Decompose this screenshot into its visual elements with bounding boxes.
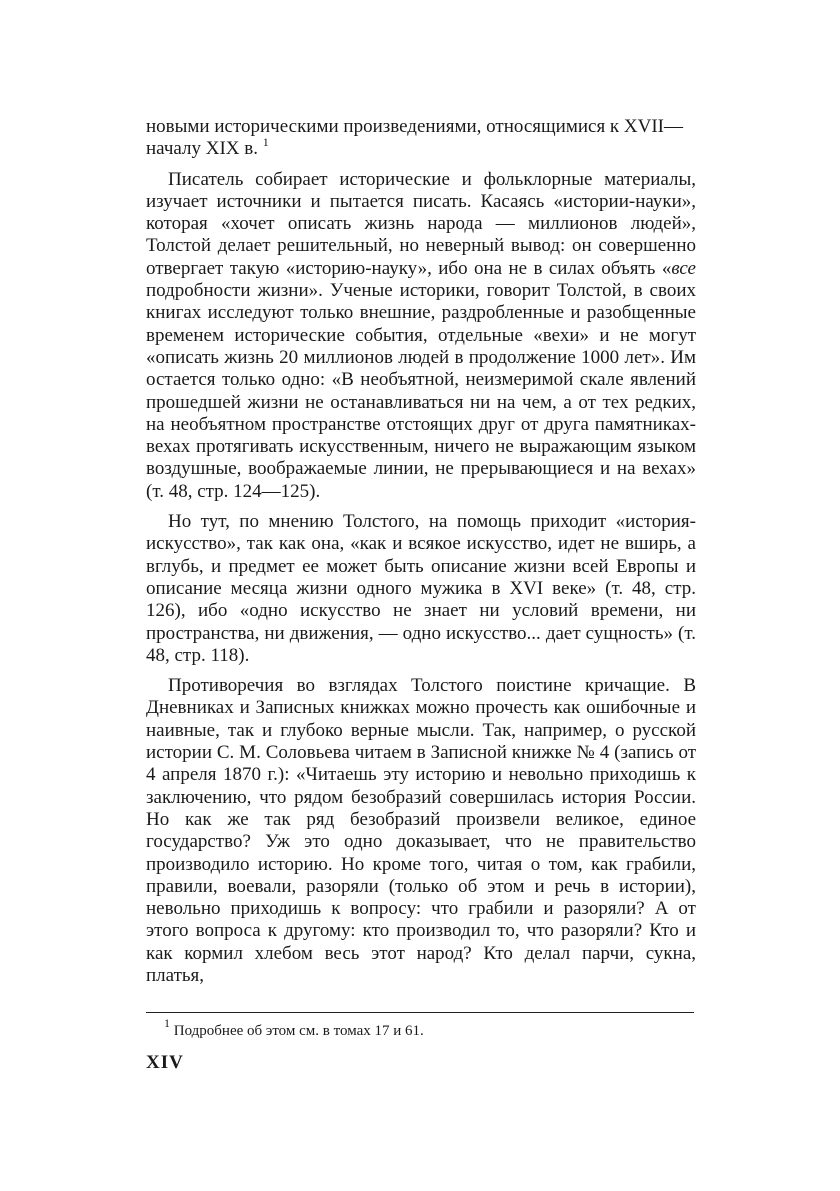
paragraph-2-part-a: Писатель собирает исторические и фольклорные материалы, изучает источники и пытается писать. Касаясь «истории-науки», которая «хочет описать жизнь народа — миллионов людей», Толстой делает решительный, но неверный вывод: он совершенно отвергает такую «историю-науку», ибо она не в силах объять « [146,168,696,279]
continuation-line-2: началу XIX в. [146,138,258,160]
footnote-reference: 1 [262,135,269,150]
footnote-text: Подробнее об этом см. в томах 17 и 61. [173,1023,424,1039]
page-body [146,110,696,987]
paragraph-3: Но тут, по мнению Толстого, на помощь приходит «история-искусство», так как она, «как и всякое искусство, идет не вширь, а вглубь, и предмет ее может быть описание жизни всей Европы и описание месяца жизни одного мужика в XVI веке» (т. 48, стр. 126), ибо «одно искусство не знает ни условий времени, ни пространства, ни движения, — одно искусство... дает сущность» (т. 48, стр. 118). [146,511,696,666]
paragraph-4: Противоречия во взглядах Толстого поистине кричащие. В Дневниках и Записных книжках можно прочесть как ошибочные и наивные, так и глубоко верные мысли. Так, например, о русской истории С. М. Соловьева читаем в Записной книжке № 4 (запись от 4 апреля 1870 г.): «Читаешь эту историю и невольно приходишь к заключению, что рядом безобразий совершилась история России. Но как же так ряд безобразий произвели великое, единое государство? Уж это одно доказывает, что не правительство производило историю. Но кроме того, читая о том, как грабили, правили, воевали, разоряли (только об этом и речь в истории), невольно приходишь к вопросу: что грабили и разоряли? А от этого вопроса к другому: кто производил то, что разоряли? Кто и как кормил хлебом весь этот народ? Кто делал парчи, сукна, платья, [146,675,696,986]
footnote-divider [146,1012,694,1013]
paragraph-2-emphasis: все [671,257,696,279]
paragraph-continuation [146,116,696,161]
page-number: XIV [146,1052,184,1073]
continuation-line-1: новыми историческими произведениями, относящимися к XVII— [146,116,684,137]
footnote [164,1016,424,1040]
paragraph-2-part-b: подробности жизни». Ученые историки, говорит Толстой, в своих книгах исследуют только внешние, раздробленные и разобщенные временем исторические события, отдельные «вехи» и не могут «описать жизнь 20 миллионов людей в продолжение 1000 лет». Им остается только одно: «В необъятной, неизмеримой скале явлений прошедшей жизни не останавливаться ни на чем, а от тех редких, на необъятном пространстве отстоящих друг от друга памятниках-вехах протягивать искусственным, ничего не выражающим языком воздушные, воображаемые линии, не прерывающиеся и на вехах» (т. 48, стр. 124—125). [146,280,696,502]
paragraph-2 [146,169,696,503]
footnote-marker: 1 [164,1016,170,1030]
